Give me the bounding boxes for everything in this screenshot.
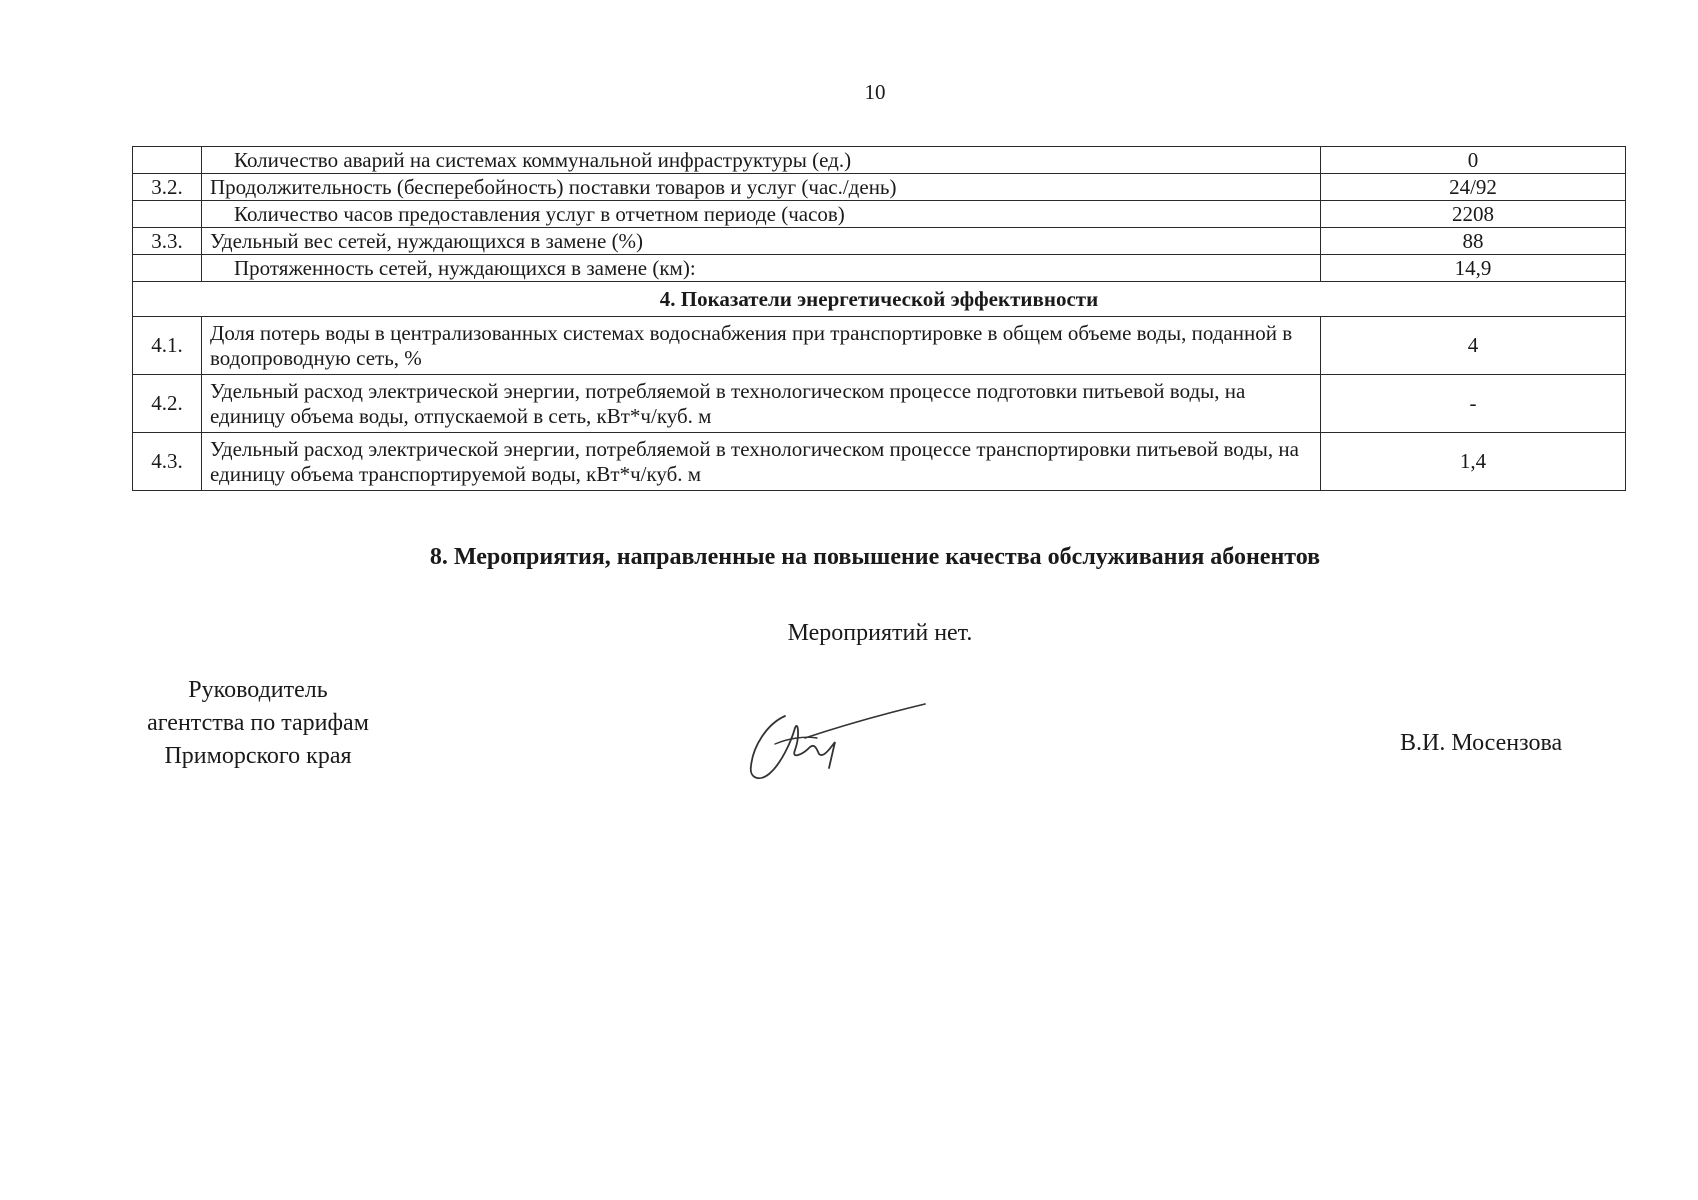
signatory-position-line: агентства по тарифам bbox=[147, 710, 369, 736]
table-row bbox=[133, 201, 1626, 228]
row-number: 3.3. bbox=[133, 228, 202, 255]
handwritten-signature bbox=[745, 698, 935, 788]
row-number: 3.2. bbox=[133, 174, 202, 201]
signatory-position bbox=[118, 674, 398, 773]
signatory-position-line: Руководитель bbox=[188, 677, 328, 703]
table-row bbox=[133, 228, 1626, 255]
indicator-value: 88 bbox=[1321, 228, 1626, 255]
row-number: 4.2. bbox=[133, 375, 202, 433]
indicators-table-body bbox=[133, 147, 1626, 491]
section-8-text: Мероприятий нет. bbox=[787, 620, 973, 646]
signatory-name: В.И. Мосензова bbox=[1400, 730, 1563, 756]
row-number bbox=[133, 201, 202, 228]
indicator-description: Продолжительность (бесперебойность) поставки товаров и услуг (час./день) bbox=[202, 174, 1321, 201]
row-number: 4.3. bbox=[133, 433, 202, 491]
indicator-value: - bbox=[1321, 375, 1626, 433]
section-header-row bbox=[133, 282, 1626, 317]
indicator-value: 14,9 bbox=[1321, 255, 1626, 282]
section-8-heading: 8. Мероприятия, направленные на повышение качества обслуживания абонентов bbox=[429, 544, 1321, 570]
indicator-value: 0 bbox=[1321, 147, 1626, 174]
section-title: 4. Показатели энергетической эффективности bbox=[133, 282, 1626, 317]
table-row bbox=[133, 255, 1626, 282]
indicator-description: Протяженность сетей, нуждающихся в замене (км): bbox=[202, 255, 1321, 282]
table-row bbox=[133, 433, 1626, 491]
indicator-description: Доля потерь воды в централизованных системах водоснабжения при транспортировке в общем объеме воды, поданной в водопроводную сеть, % bbox=[202, 317, 1321, 375]
table-row bbox=[133, 317, 1626, 375]
indicator-description: Количество часов предоставления услуг в отчетном периоде (часов) bbox=[202, 201, 1321, 228]
indicator-description: Удельный вес сетей, нуждающихся в замене (%) bbox=[202, 228, 1321, 255]
page-number: 10 bbox=[864, 80, 886, 104]
indicators-table bbox=[132, 146, 1626, 491]
indicator-value: 24/92 bbox=[1321, 174, 1626, 201]
indicator-description: Удельный расход электрической энергии, потребляемой в технологическом процессе подготовки питьевой воды, на единицу объема воды, отпускаемой в сеть, кВт*ч/куб. м bbox=[202, 375, 1321, 433]
table-row bbox=[133, 375, 1626, 433]
indicator-description: Удельный расход электрической энергии, потребляемой в технологическом процессе транспортировки питьевой воды, на единицу объема транспортируемой воды, кВт*ч/куб. м bbox=[202, 433, 1321, 491]
row-number: 4.1. bbox=[133, 317, 202, 375]
signatory-position-line: Приморского края bbox=[164, 743, 352, 769]
indicator-value: 2208 bbox=[1321, 201, 1626, 228]
table-row bbox=[133, 174, 1626, 201]
row-number bbox=[133, 255, 202, 282]
row-number bbox=[133, 147, 202, 174]
table-row bbox=[133, 147, 1626, 174]
indicator-value: 1,4 bbox=[1321, 433, 1626, 491]
indicator-value: 4 bbox=[1321, 317, 1626, 375]
indicator-description: Количество аварий на системах коммунальной инфраструктуры (ед.) bbox=[202, 147, 1321, 174]
